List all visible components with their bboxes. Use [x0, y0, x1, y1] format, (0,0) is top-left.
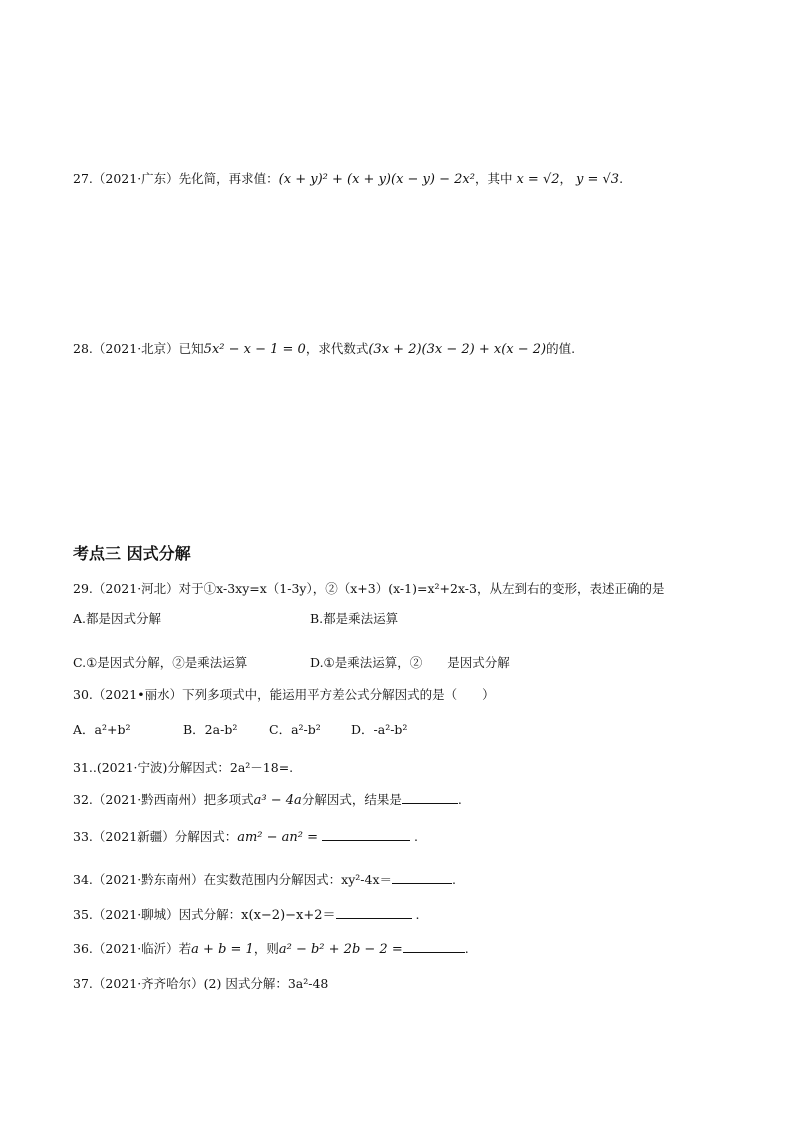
question-29: 29.（2021·河北）对于①x-3xy=x（1-3y），②（x+3）(x-1)=x²+2x-3，从左到右的变形，表述正确的是	[73, 581, 665, 596]
q29-option-c: C.①是因式分解，②是乘法运算	[73, 655, 248, 670]
q36-label: 36.（2021·临沂）若	[73, 941, 192, 956]
question-33	[73, 828, 418, 847]
q33-label: 33.（2021新疆）分解因式：	[73, 829, 238, 844]
q29-option-d: D.①是乘法运算，② 是因式分解	[310, 655, 510, 670]
q28-end: 的值.	[546, 341, 576, 356]
question-37: 37.（2021·齐齐哈尔）(2) 因式分解：3a²-48	[73, 976, 329, 991]
q35-label: 35.（2021·聊城）因式分解：	[73, 907, 242, 922]
q36-condition: a + b = 1	[191, 942, 254, 957]
q28-label: 28.（2021·北京）已知	[73, 341, 204, 356]
q30-options	[73, 721, 407, 739]
q27-separator: ，	[559, 171, 573, 186]
q33-answer-blank[interactable]	[322, 828, 410, 841]
q27-mid: ，其中	[474, 171, 513, 186]
q32-expression: a³ − 4a	[253, 793, 302, 808]
question-35	[73, 906, 420, 925]
q30-option-a: A．a²+b²	[73, 722, 131, 737]
q33-end: .	[413, 829, 418, 844]
q27-end: .	[619, 171, 624, 186]
q33-expression: am² − an² =	[237, 830, 319, 845]
q27-expression: (x + y)² + (x + y)(x − y) − 2x²	[278, 172, 475, 187]
question-30: 30.（2021•丽水）下列多项式中，能运用平方差公式分解因式的是（ ）	[73, 687, 495, 702]
question-27	[73, 170, 623, 189]
q27-condition-y: y = √3	[576, 172, 620, 187]
q36-expression: a² − b² + 2b − 2 =	[278, 942, 403, 957]
q32-answer-blank[interactable]	[402, 791, 458, 804]
q32-label: 32.（2021·黔西南州）把多项式	[73, 792, 254, 807]
q30-option-b: B．2a-b²	[183, 722, 238, 737]
q27-label: 27.（2021·广东）先化简，再求值：	[73, 171, 279, 186]
q28-expression: (3x + 2)(3x − 2) + x(x − 2)	[368, 342, 547, 357]
q35-expression: x(x−2)−x+2＝	[241, 908, 336, 923]
q36-end: .	[464, 941, 469, 956]
q36-mid: ，则	[253, 941, 279, 956]
question-34	[73, 871, 456, 889]
question-31: 31..(2021·宁波)分解因式：2a²－18=.	[73, 760, 294, 775]
question-32	[73, 791, 462, 810]
q34-label: 34.（2021·黔东南州）在实数范围内分解因式：xy²-4x＝	[73, 872, 393, 887]
q27-condition-x: x = √2	[516, 172, 560, 187]
q28-mid: ，求代数式	[305, 341, 369, 356]
q35-end: .	[415, 907, 420, 922]
q29-option-b: B.都是乘法运算	[310, 611, 399, 626]
q30-option-c: C．a²-b²	[269, 722, 321, 737]
q34-end: .	[452, 872, 456, 887]
q29-options-row-1	[73, 610, 398, 628]
q34-answer-blank[interactable]	[392, 871, 452, 884]
q30-option-d: D．-a²-b²	[351, 722, 408, 737]
q29-option-a: A.都是因式分解	[73, 611, 162, 626]
q36-answer-blank[interactable]	[403, 940, 465, 953]
q29-options-row-2	[73, 654, 510, 672]
question-28	[73, 340, 575, 359]
question-36	[73, 940, 469, 959]
q35-answer-blank[interactable]	[336, 906, 412, 919]
q32-end: .	[457, 792, 462, 807]
section-title: 考点三 因式分解	[73, 544, 191, 563]
q28-equation: 5x² − x − 1 = 0	[203, 342, 306, 357]
q32-end-label: 分解因式，结果是	[301, 792, 402, 807]
